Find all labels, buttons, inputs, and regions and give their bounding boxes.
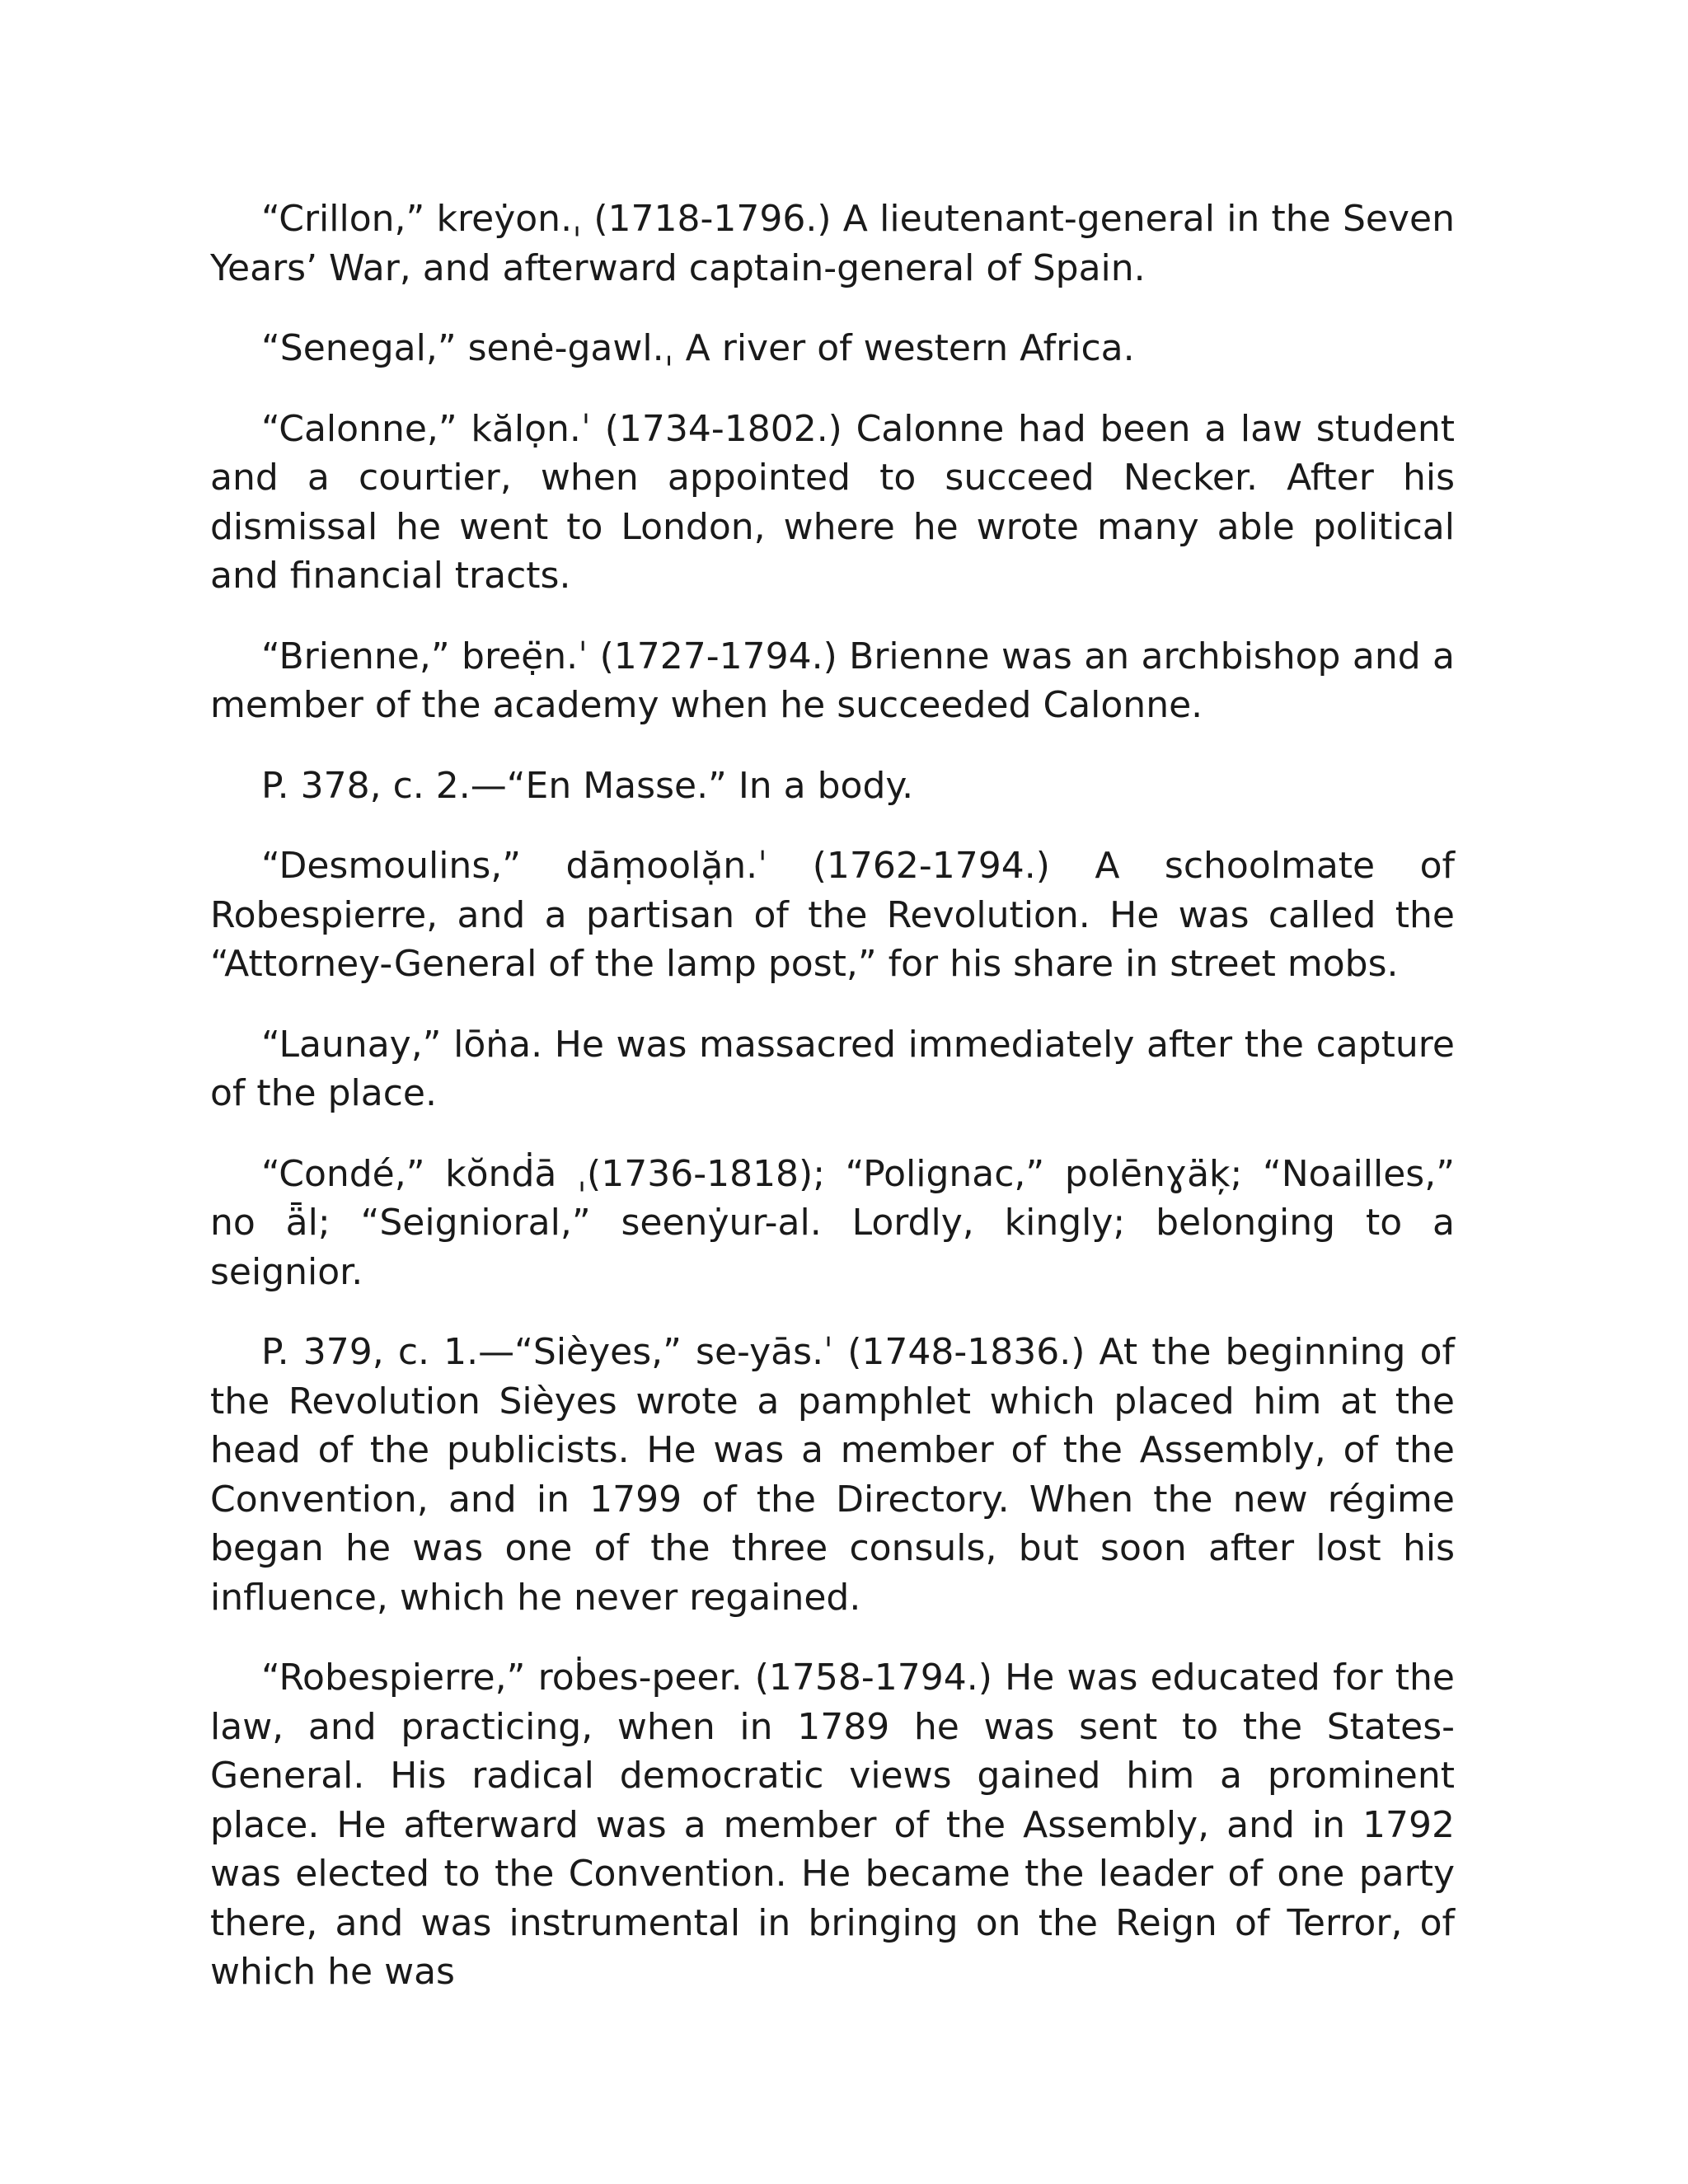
paragraph-brienne: “Brienne,” breẹ̈n.ˈ (1727-1794.) Brienne was an archbishop and a member of the academy when he succeeded Calonne. [210,635,1455,726]
paragraph-desmoulins: “Desmoulins,” dāṃoolặn.ˈ (1762-1794.) A schoolmate of Robespierre, and a partisan of the Revolution. He was called the “Attorney-General of the lamp post,” for his share in street mobs. [210,845,1455,985]
paragraph-sieyes: P. 379, c. 1.—“Sièyes,” se-yās.ˈ (1748-1836.) At the beginning of the Revolution Sièyes wrote a pamphlet which placed him at the head of the publicists. He was a member of the Assembly, of the Convention, and in 1799 of the Directory. When the new régime began he was one of the three consuls, but soon after lost his influence, which he never regained. [210,1331,1455,1619]
paragraph-crillon: “Crillon,” kreẏon.ˌ (1718-1796.) A lieutenant-general in the Seven Years’ War, and afterward captain-general of Spain. [210,198,1455,289]
paragraph-calonne: “Calonne,” kălọn.ˈ (1734-1802.) Calonne had been a law student and a courtier, when appointed to succeed Necker. After his dismissal he went to London, where he wrote many able political and financial tracts. [210,407,1455,597]
paragraph-conde: “Condé,” kŏnḋā ˌ(1736-1818); “Polignac,” polēnɣäķ; “Noailles,” no ǟl; “Seignioral,” seenẏur-al. Lordly, kingly; belonging to a seignior. [210,1152,1455,1293]
paragraph-en-masse: P. 378, c. 2.—“En Masse.” In a body. [261,764,914,807]
paragraph-robespierre: “Robespierre,” roḃes-peer. (1758-1794.) He was educated for the law, and practicing, when in 1789 he was sent to the States-General. His radical democratic views gained him a prominent place. He afterward was a member of the Assembly, and in 1792 was elected to the Convention. He became the leader of one party there, and was instrumental in bringing on the Reign of Terror, of which he was [210,1657,1455,1993]
paragraph-launay: “Launay,” lōṅa. He was massacred immediately after the capture of the place. [210,1023,1455,1114]
paragraph-senegal: “Senegal,” senė-gawl.ˌ A river of western Africa. [261,327,1135,369]
document-page [210,194,1455,2028]
